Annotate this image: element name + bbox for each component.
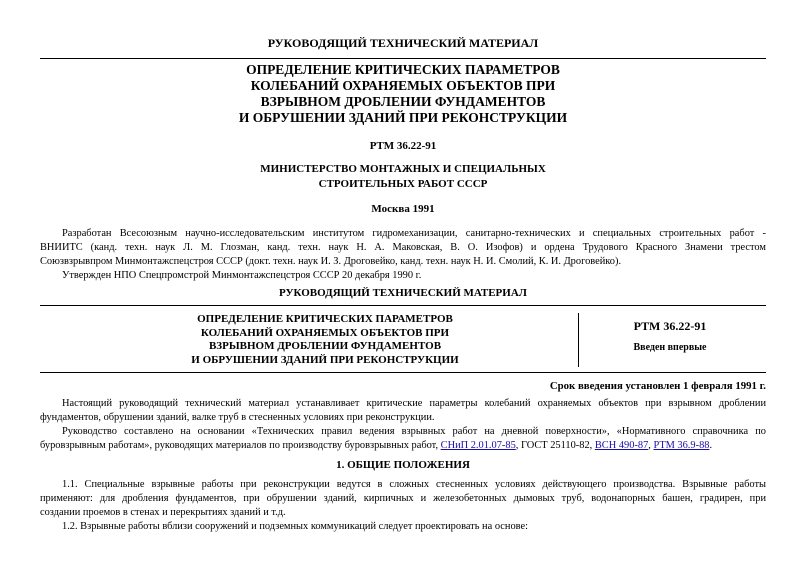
title-line: И ОБРУШЕНИИ ЗДАНИЙ ПРИ РЕКОНСТРУКЦИИ xyxy=(191,353,459,366)
title-line: ОПРЕДЕЛЕНИЕ КРИТИЧЕСКИХ ПАРАМЕТРОВ xyxy=(246,62,560,77)
section-paragraph-1-1 xyxy=(40,478,766,520)
title-line: КОЛЕБАНИЙ ОХРАНЯЕМЫХ ОБЪЕКТОВ ПРИ xyxy=(200,326,450,339)
document-top-heading: РУКОВОДЯЩИЙ ТЕХНИЧЕСКИЙ МАТЕРИАЛ xyxy=(267,36,539,50)
paragraph-line: Союзвзрывпром Минмонтажспецстроя СССР (докт. техн. наук И. З. Дроговейко, канд. техн. наук Н. И. Смолий, К. И. Дроговейко). xyxy=(40,256,622,267)
paragraph-line: Настоящий руководящий технический материал устанавливает критические параметры колебаний охраняемых объектов при взрывном дроблении xyxy=(62,398,766,409)
ministry-line: СТРОИТЕЛЬНЫХ РАБОТ СССР xyxy=(318,178,488,190)
ministry-name xyxy=(40,162,766,192)
second-heading: РУКОВОДЯЩИЙ ТЕХНИЧЕСКИЙ МАТЕРИАЛ xyxy=(279,287,527,299)
document-title xyxy=(40,62,766,126)
paragraph-line: создании проемов в стенах и перекрытиях зданий и т.д. xyxy=(40,507,286,518)
header-divider xyxy=(40,58,766,59)
ministry-line: МИНИСТЕРСТВО МОНТАЖНЫХ И СПЕЦИАЛЬНЫХ xyxy=(260,163,546,175)
paragraph-line: Руководство составлено на основании «Технических правил ведения взрывных работ на дневной поверхности», «Нормативного справочника по xyxy=(62,426,766,437)
paragraph-line: применяют: для дробления фундаментов, при обрушении зданий, кирпичных и железобетонных дымовых труб, водонапорных башен, градирен, при xyxy=(40,493,766,504)
paragraph-line: буровзрывным работам», руководящих материалов по производству буровзрывных работ, СНиП 2.01.07-85, ГОСТ 25110-82, ВСН 490-87, РТМ 36.9-88. xyxy=(40,440,713,451)
link-snip[interactable]: СНиП 2.01.07-85 xyxy=(440,440,516,451)
head-box-bottom-divider xyxy=(40,372,766,373)
title-line: И ОБРУШЕНИИ ЗДАНИЙ ПРИ РЕКОНСТРУКЦИИ xyxy=(238,110,568,125)
document-page xyxy=(40,0,766,571)
developers-paragraph xyxy=(40,227,766,283)
section-heading: 1. ОБЩИЕ ПОЛОЖЕНИЯ xyxy=(336,459,470,471)
paragraph-line: Разработан Всесоюзным научно-исследовательским институтом гидромеханизации, санитарно-технических и специальных строительных работ - xyxy=(62,228,766,239)
second-header-divider xyxy=(40,305,766,306)
head-box-title xyxy=(90,313,560,367)
head-box-note: Введен впервые xyxy=(633,342,707,353)
effective-date: Срок введения установлен 1 февраля 1991 г. xyxy=(549,380,766,392)
paragraph-line: 1.1. Специальные взрывные работы при реконструкции ведутся в сложных стесненных условиях действующего производства. Взрывные работы xyxy=(62,479,766,490)
approval-line: Утвержден НПО Спецпромстрой Минмонтажспецстроя СССР 20 декабря 1990 г. xyxy=(62,270,422,281)
document-head-box xyxy=(40,313,766,367)
link-vsn[interactable]: ВСН 490-87 xyxy=(594,440,649,451)
title-line: ОПРЕДЕЛЕНИЕ КРИТИЧЕСКИХ ПАРАМЕТРОВ xyxy=(197,313,453,325)
head-box-code: РТМ 36.22-91 xyxy=(633,319,707,333)
document-code: РТМ 36.22-91 xyxy=(369,140,437,152)
section-paragraph-1-2 xyxy=(40,520,766,534)
title-line: ВЗРЫВНОМ ДРОБЛЕНИИ ФУНДАМЕНТОВ xyxy=(260,94,546,109)
paragraph-line: 1.2. Взрывные работы вблизи сооружений и подземных коммуникаций следует проектировать на основе: xyxy=(62,521,528,532)
title-line: КОЛЕБАНИЙ ОХРАНЯЕМЫХ ОБЪЕКТОВ ПРИ xyxy=(250,78,556,93)
link-rtm[interactable]: РТМ 36.9-88 xyxy=(653,440,710,451)
head-box-divider xyxy=(578,313,579,367)
paragraph-line: фундаментов, обрушении зданий, валке труб в стесненных условиях при реконструкции. xyxy=(40,412,435,423)
publication-place-year: Москва 1991 xyxy=(371,203,435,215)
intro-paragraph-1 xyxy=(40,397,766,425)
paragraph-line: ВНИИТС (канд. техн. наук Л. М. Глозман, канд. техн. наук Н. А. Маковская, В. О. Изофов) и ордена Трудового Красного Знамени трестом xyxy=(40,242,766,253)
title-line: ВЗРЫВНОМ ДРОБЛЕНИИ ФУНДАМЕНТОВ xyxy=(208,340,442,352)
intro-paragraph-2 xyxy=(40,425,766,453)
